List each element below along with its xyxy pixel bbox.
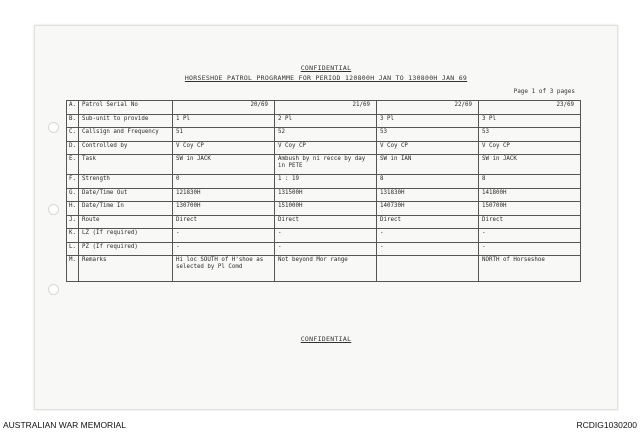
archive-footer: [0, 418, 640, 433]
table-row: [67, 202, 581, 216]
patrol-serial-cell: 20/69: [173, 101, 275, 115]
table-cell: 150700H: [479, 202, 581, 216]
table-cell: V Coy CP: [479, 141, 581, 155]
row-letter: D.: [67, 141, 79, 155]
row-letter: E.: [67, 155, 79, 175]
row-label: Callsign and Frequency: [79, 128, 173, 142]
table-cell: V Coy CP: [173, 141, 275, 155]
table-row: [67, 155, 581, 175]
row-label: Remarks: [79, 256, 173, 282]
table-cell: Not beyond Mor range: [275, 256, 377, 282]
table-cell: 140730H: [377, 202, 479, 216]
table-cell: V Coy CP: [275, 141, 377, 155]
table-cell: -: [173, 242, 275, 256]
table-row: [67, 242, 581, 256]
row-label: Sub-unit to provide: [79, 114, 173, 128]
row-label: Controlled by: [79, 141, 173, 155]
table-cell: 131830H: [377, 188, 479, 202]
table-cell: 141800H: [479, 188, 581, 202]
row-letter: A.: [67, 101, 79, 115]
table-row: [67, 141, 581, 155]
row-label: Date/Time Out: [79, 188, 173, 202]
table-row: [67, 175, 581, 189]
table-cell: 1 Pl: [173, 114, 275, 128]
table-cell: 53: [377, 128, 479, 142]
table-cell: SW in JACK: [479, 155, 581, 175]
table-cell: -: [377, 229, 479, 243]
table-cell: Direct: [275, 215, 377, 229]
table-cell: NORTH of Horseshoe: [479, 256, 581, 282]
table-cell: -: [173, 229, 275, 243]
classification-bottom: CONFIDENTIAL: [300, 335, 352, 343]
table-cell: -: [479, 229, 581, 243]
table-row: [67, 188, 581, 202]
row-label: Strength: [79, 175, 173, 189]
table-cell: V Coy CP: [377, 141, 479, 155]
table-cell: -: [377, 242, 479, 256]
table-cell: 3 Pl: [479, 114, 581, 128]
table-row: [67, 229, 581, 243]
table-cell: 3 Pl: [377, 114, 479, 128]
table-cell: 0: [173, 175, 275, 189]
row-letter: G.: [67, 188, 79, 202]
page-indicator: Page 1 of 3 pages: [513, 88, 575, 95]
row-label: LZ (If required): [79, 229, 173, 243]
row-letter: H.: [67, 202, 79, 216]
patrol-table: [66, 100, 581, 282]
table-cell: 8: [479, 175, 581, 189]
punch-hole: [48, 204, 59, 215]
punch-hole: [48, 284, 59, 295]
patrol-serial-cell: 21/69: [275, 101, 377, 115]
document-page: [34, 25, 618, 410]
table-cell: 130700H: [173, 202, 275, 216]
row-letter: J.: [67, 215, 79, 229]
row-letter: L.: [67, 242, 79, 256]
table-cell: 121830H: [173, 188, 275, 202]
table-cell: [377, 256, 479, 282]
patrol-serial-cell: 23/69: [479, 101, 581, 115]
row-letter: C.: [67, 128, 79, 142]
table-cell: SW in JACK: [173, 155, 275, 175]
table-cell: 51: [173, 128, 275, 142]
row-letter: B.: [67, 114, 79, 128]
table-cell: 151000H: [275, 202, 377, 216]
institution-name: AUSTRALIAN WAR MEMORIAL: [3, 420, 126, 430]
table-cell: Direct: [377, 215, 479, 229]
table-cell: -: [275, 242, 377, 256]
table-row: [67, 128, 581, 142]
classification-top: CONFIDENTIAL: [300, 64, 352, 72]
table-cell: 1 : 19: [275, 175, 377, 189]
table-cell: Ambush by ni recce by day in PETE: [275, 155, 377, 175]
table-cell: Direct: [173, 215, 275, 229]
table-cell: 52: [275, 128, 377, 142]
punch-hole: [48, 122, 59, 133]
document-title: HORSESHOE PATROL PROGRAMME FOR PERIOD 120800H JAN TO 130800H JAN 69: [184, 74, 468, 82]
table-cell: 8: [377, 175, 479, 189]
row-label: Patrol Serial No: [79, 101, 173, 115]
row-letter: K.: [67, 229, 79, 243]
row-letter: F.: [67, 175, 79, 189]
row-label: Date/Time In: [79, 202, 173, 216]
table-cell: 131500H: [275, 188, 377, 202]
table-cell: SW in IAN: [377, 155, 479, 175]
row-letter: M.: [67, 256, 79, 282]
patrol-serial-cell: 22/69: [377, 101, 479, 115]
table-row: [67, 215, 581, 229]
table-cell: 2 Pl: [275, 114, 377, 128]
row-label: Route: [79, 215, 173, 229]
archive-reference: RCDIG1030200: [576, 420, 637, 430]
table-cell: -: [275, 229, 377, 243]
table-cell: 53: [479, 128, 581, 142]
table-row: [67, 114, 581, 128]
table-header-row: [67, 101, 581, 115]
row-label: PZ (If required): [79, 242, 173, 256]
row-label: Task: [79, 155, 173, 175]
table-cell: -: [479, 242, 581, 256]
table-row: [67, 256, 581, 282]
table-cell: Hi loc SOUTH of H'shoe as selected by Pl Comd: [173, 256, 275, 282]
table-cell: Direct: [479, 215, 581, 229]
